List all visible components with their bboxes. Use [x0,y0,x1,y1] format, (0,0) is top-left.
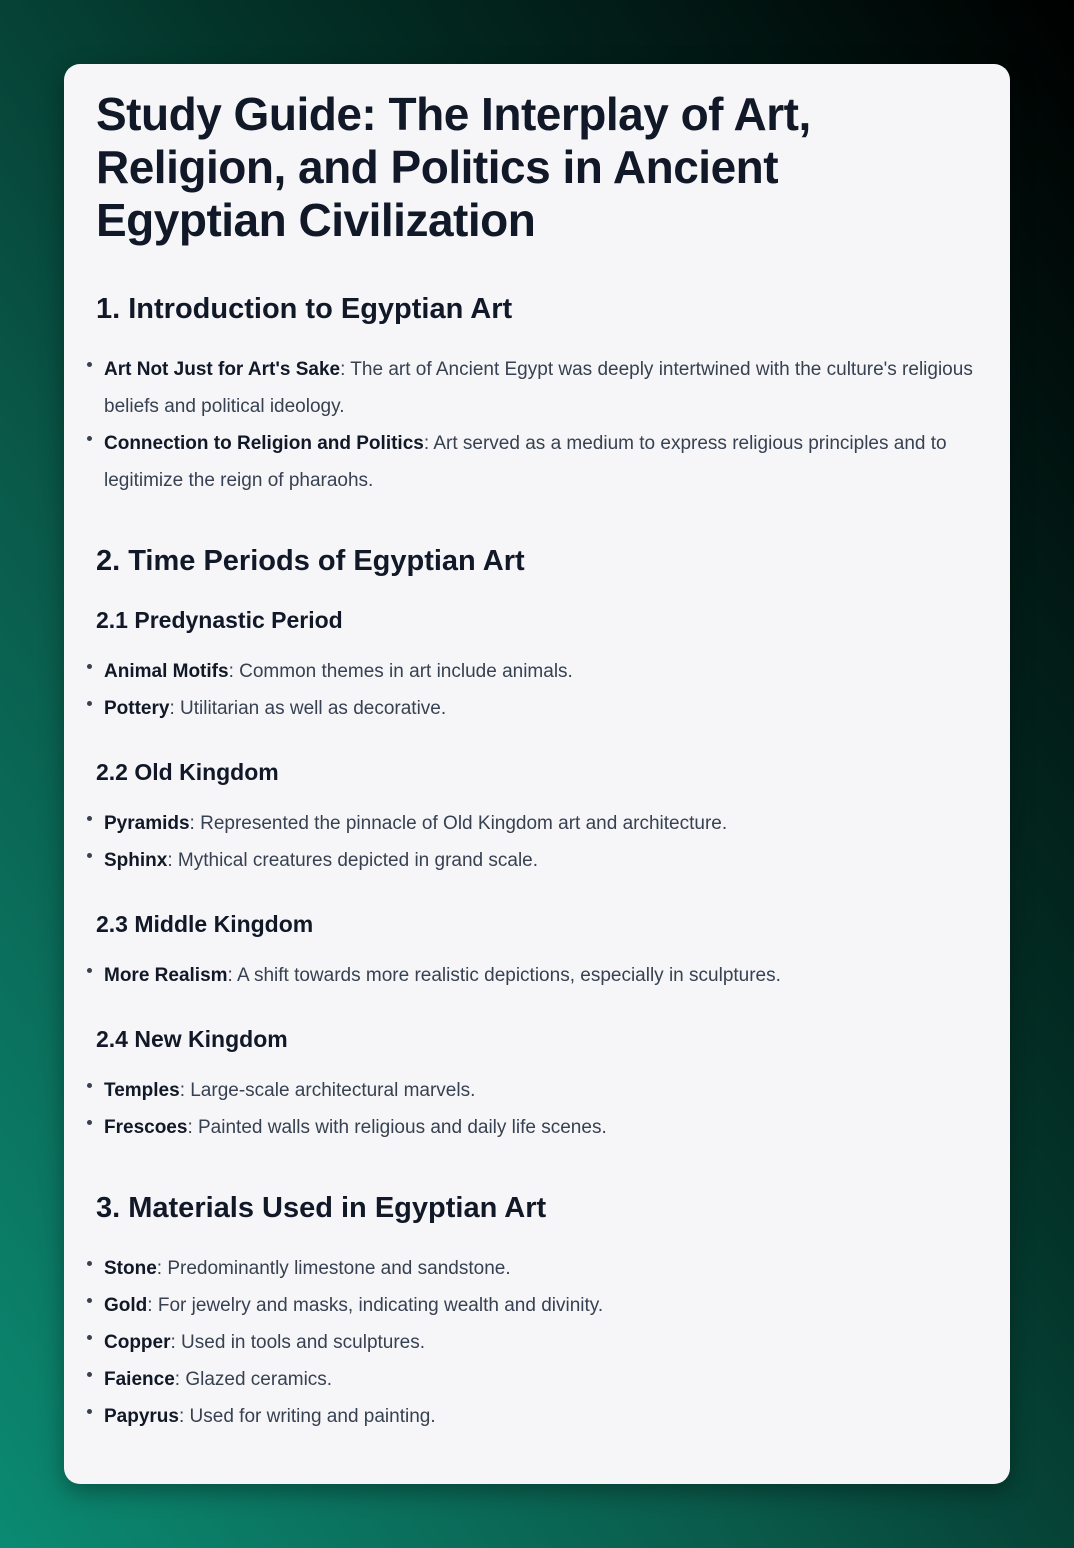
materials-list [96,1250,978,1435]
list-item [96,957,978,994]
list-item [96,1324,978,1361]
item-term: Animal Motifs [104,661,229,682]
subsection-heading-predynastic: 2.1 Predynastic Period [96,607,343,633]
item-text: : Predominantly limestone and sandstone. [156,1258,511,1279]
item-term: Copper [104,1332,171,1353]
item-term: Frescoes [104,1117,188,1138]
list-item [96,1287,978,1324]
item-text: : Utilitarian as well as decorative. [169,698,447,719]
list-item [96,653,978,690]
page-title: Study Guide: The Interplay of Art, Religion, and Politics in Ancient Egyptian Civilization [96,88,811,246]
item-term: More Realism [104,965,228,986]
old-kingdom-list [96,805,978,879]
item-term: Papyrus [104,1406,179,1427]
list-item [96,1361,978,1398]
item-text: : Art served as a medium to express religious principles and to legitimize the reign of pharaohs. [104,433,947,491]
list-item [96,1398,978,1435]
list-item [96,1109,978,1146]
middle-kingdom-list [96,957,978,994]
subsection-heading-new-kingdom: 2.4 New Kingdom [96,1026,288,1052]
introduction-list [96,351,978,499]
predynastic-list [96,653,978,727]
list-item [96,690,978,727]
item-text: : Painted walls with religious and daily life scenes. [187,1117,607,1138]
item-term: Pottery [104,698,170,719]
subsection-heading-middle-kingdom: 2.3 Middle Kingdom [96,911,314,937]
subsection-heading-old-kingdom: 2.2 Old Kingdom [96,759,279,785]
item-term: Stone [104,1258,157,1279]
list-item [96,842,978,879]
list-item [96,1250,978,1287]
section-heading-materials: 3. Materials Used in Egyptian Art [96,1192,547,1224]
list-item [96,805,978,842]
section-heading-time-periods: 2. Time Periods of Egyptian Art [96,545,525,577]
item-text: : A shift towards more realistic depictions, especially in sculptures. [227,965,781,986]
item-text: : Represented the pinnacle of Old Kingdom art and architecture. [189,813,728,834]
new-kingdom-list [96,1072,978,1146]
item-text: : Used in tools and sculptures. [170,1332,426,1353]
item-text: : The art of Ancient Egypt was deeply intertwined with the culture's religious beliefs and political ideology. [104,359,973,417]
list-item [96,351,978,425]
item-text: : Common themes in art include animals. [228,661,573,682]
study-guide-card [64,64,1010,1484]
item-text: : For jewelry and masks, indicating wealth and divinity. [147,1295,604,1316]
item-term: Art Not Just for Art's Sake [104,359,341,380]
item-term: Connection to Religion and Politics [104,433,424,454]
section-heading-introduction: 1. Introduction to Egyptian Art [96,293,513,325]
item-term: Pyramids [104,813,190,834]
item-text: : Used for writing and painting. [178,1406,436,1427]
item-term: Temples [104,1080,180,1101]
item-text: : Large-scale architectural marvels. [179,1080,476,1101]
item-term: Faience [104,1369,175,1390]
item-text: : Glazed ceramics. [174,1369,333,1390]
item-text: : Mythical creatures depicted in grand scale. [167,850,539,871]
list-item [96,1072,978,1109]
item-term: Gold [104,1295,148,1316]
list-item [96,425,978,499]
item-term: Sphinx [104,850,168,871]
